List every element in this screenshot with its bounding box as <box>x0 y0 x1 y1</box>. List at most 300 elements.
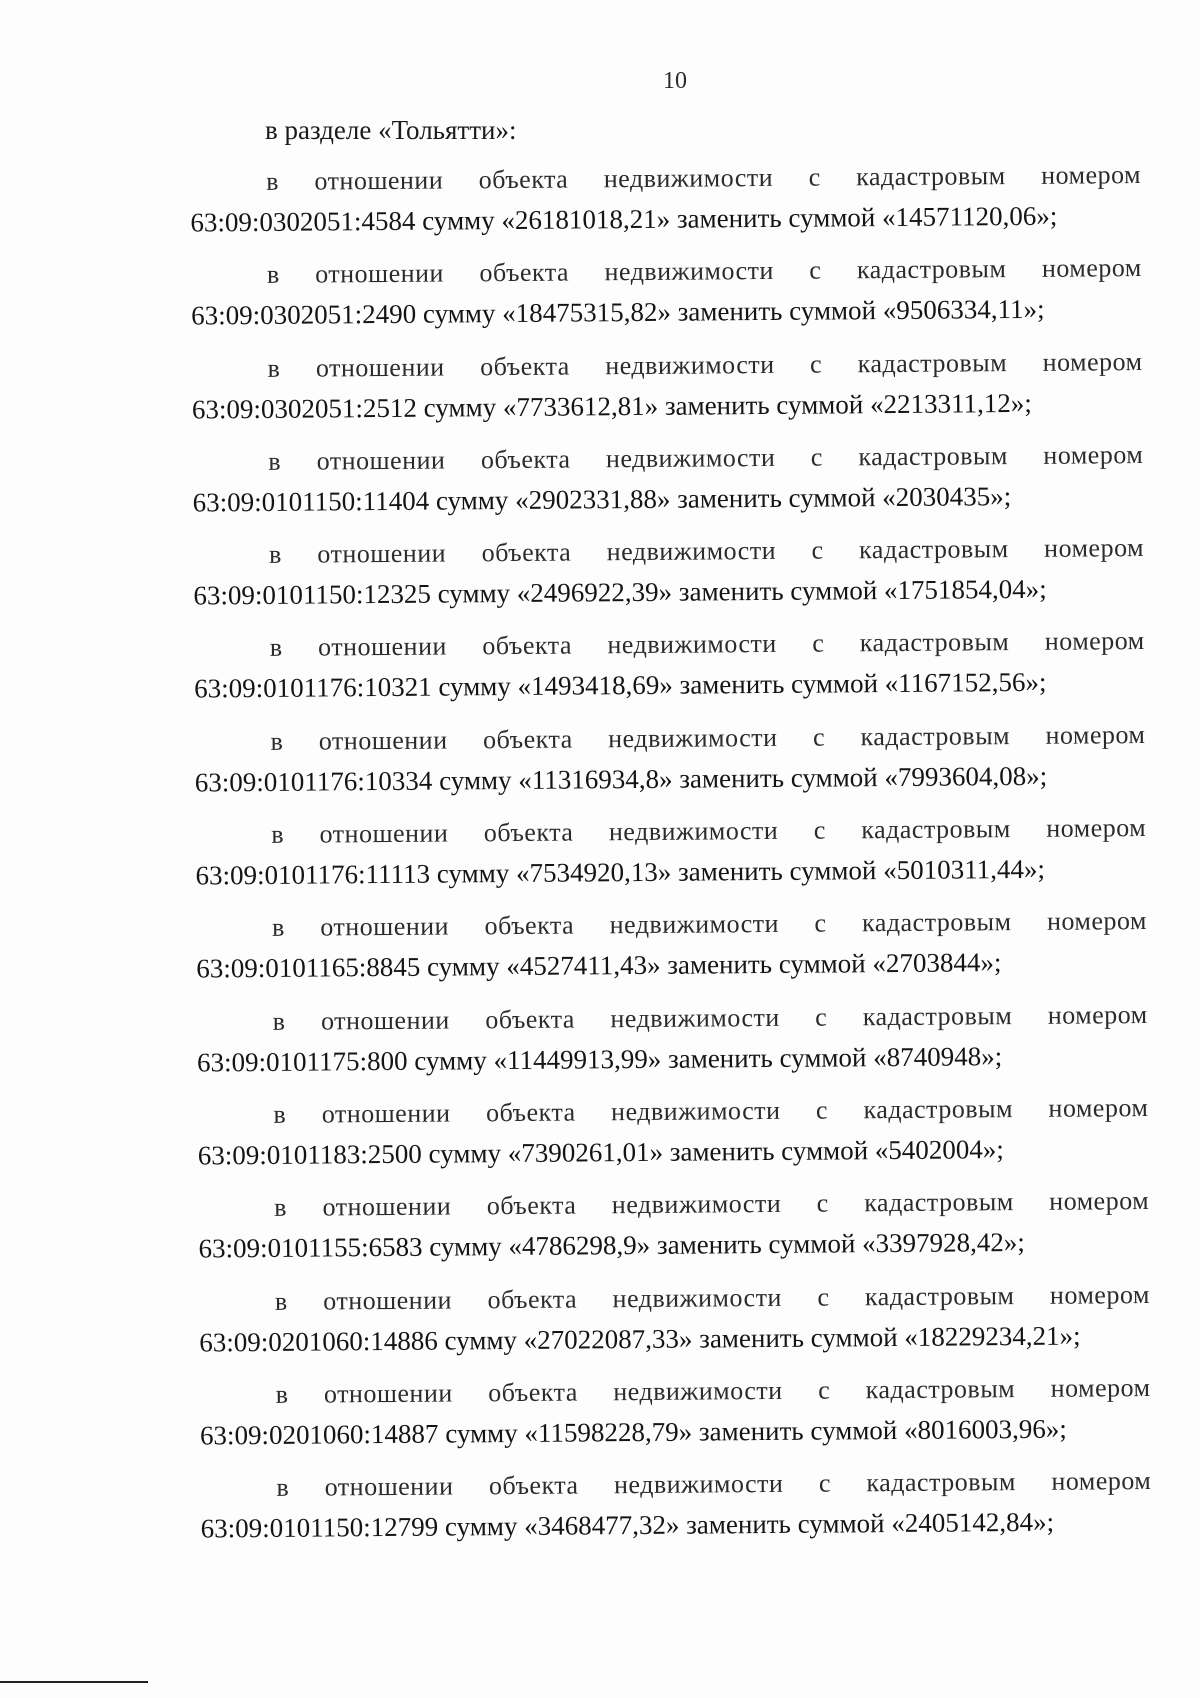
entry-word: с <box>810 442 823 472</box>
entry-word: объекта <box>480 351 570 381</box>
entry-line-1 <box>268 435 1143 482</box>
entry-word: объекта <box>483 817 574 848</box>
entry-line-1 <box>267 342 1142 389</box>
entry-word: номером <box>1046 906 1148 937</box>
entry-word: номером <box>1044 626 1145 657</box>
replace-phrase: заменить суммой <box>664 388 864 421</box>
entry-word: недвижимости <box>605 349 775 380</box>
entry-word: с <box>818 1375 831 1405</box>
entry-word: с <box>816 1188 829 1218</box>
cadastral-number: 63:09:0101150:12799 <box>200 1511 439 1544</box>
entry-word: номером <box>1041 253 1142 284</box>
entry-word: номером <box>1043 439 1144 470</box>
close-quote: » <box>1025 574 1040 605</box>
old-sum: 2902331,88 <box>528 483 657 515</box>
entry-line-2 <box>199 1314 1200 1362</box>
entry-end: ; <box>1024 387 1032 418</box>
entry-word: объекта <box>488 1470 579 1501</box>
new-sum: 2405142,84 <box>904 1507 1034 1539</box>
entry-word: отношении <box>317 538 447 569</box>
sum-prefix: сумму <box>439 764 512 796</box>
close-quote: » <box>656 483 671 514</box>
entry-end: ; <box>1046 1506 1055 1537</box>
sum-prefix: сумму <box>444 1324 518 1356</box>
entry-paragraph <box>5 808 1200 911</box>
old-sum: 4527411,43 <box>519 950 648 982</box>
entry-word: в <box>272 1006 286 1036</box>
close-quote: » <box>656 203 671 234</box>
cadastral-number: 63:09:0302051:2490 <box>191 299 417 331</box>
replace-phrase: заменить суммой <box>677 855 877 887</box>
entry-word: объекта <box>478 164 569 195</box>
entry-word: отношении <box>323 1285 453 1316</box>
old-sum: 11316934,8 <box>531 763 660 795</box>
old-sum: 2496922,39 <box>530 577 659 609</box>
entry-end: ; <box>1038 667 1047 698</box>
cadastral-number: 63:09:0101183:2500 <box>197 1138 422 1171</box>
open-quote: « <box>883 575 898 606</box>
entry-line-1 <box>276 1368 1151 1415</box>
replace-phrase: заменить суммой <box>656 1228 856 1261</box>
entry-line-1 <box>270 715 1145 762</box>
entry-word: в <box>273 1099 287 1129</box>
entry-end: ; <box>996 1134 1004 1165</box>
entry-line-1 <box>266 155 1141 202</box>
close-quote: » <box>1010 387 1025 418</box>
entry-word: в <box>274 1286 288 1316</box>
entry-line-2 <box>195 848 1200 896</box>
entry-word: объекта <box>484 910 575 941</box>
close-quote: » <box>1023 853 1038 885</box>
entry-end: ; <box>1049 200 1058 231</box>
entries-list <box>0 155 1200 1564</box>
replace-phrase: заменить суммой <box>667 1041 867 1074</box>
cadastral-number: 63:09:0101155:6583 <box>198 1231 423 1264</box>
close-quote: » <box>980 947 995 978</box>
old-sum: 18475315,82 <box>515 297 658 329</box>
close-quote: » <box>981 1040 995 1071</box>
sum-prefix: сумму <box>414 1044 487 1076</box>
close-quote: » <box>657 297 672 328</box>
old-sum: 3468477,32 <box>537 1509 667 1541</box>
entry-word: с <box>815 1095 829 1125</box>
entry-word: кадастровым <box>866 1467 1017 1498</box>
open-quote: « <box>904 1321 918 1352</box>
entry-paragraph <box>0 155 1200 258</box>
sum-prefix: сумму <box>429 1231 502 1262</box>
open-quote: « <box>506 951 520 982</box>
new-sum: 18229234,21 <box>917 1320 1060 1352</box>
entry-word: недвижимости <box>613 1469 784 1500</box>
new-sum: 14571120,06 <box>895 200 1037 232</box>
old-sum: 7390261,01 <box>521 1136 650 1168</box>
entry-word: в <box>270 726 284 756</box>
entry-word: кадастровым <box>864 1187 1014 1218</box>
entry-word: номером <box>1047 999 1148 1030</box>
new-sum: 5010311,44 <box>896 854 1025 886</box>
entry-word: отношении <box>323 1378 453 1409</box>
new-sum: 9506334,11 <box>896 294 1024 326</box>
close-quote: » <box>647 1043 662 1074</box>
entry-line-2 <box>198 1128 1200 1176</box>
close-quote: » <box>644 390 659 421</box>
entry-line-1 <box>267 248 1142 295</box>
entry-line-1 <box>273 1088 1148 1135</box>
old-sum: 11598228,79 <box>537 1416 679 1448</box>
entry-word: кадастровым <box>861 907 1012 938</box>
entry-line-1 <box>270 622 1145 669</box>
entry-word: отношении <box>316 445 446 476</box>
open-quote: « <box>872 948 887 979</box>
entry-end: ; <box>1036 294 1045 325</box>
entry-paragraph <box>1 341 1200 444</box>
replace-phrase: заменить суммой <box>677 295 877 327</box>
cadastral-number: 63:09:0101176:10321 <box>194 672 432 704</box>
sum-prefix: сумму <box>426 951 500 983</box>
open-quote: « <box>874 1135 889 1166</box>
cadastral-number: 63:09:0101176:11113 <box>195 858 431 891</box>
cadastral-number: 63:09:0101175:800 <box>196 1045 408 1078</box>
open-quote: « <box>891 1508 905 1539</box>
cadastral-number: 63:09:0302051:4584 <box>190 205 416 238</box>
entry-word: кадастровым <box>860 720 1011 752</box>
entry-word: кадастровым <box>865 1373 1016 1405</box>
entry-line-2 <box>200 1407 1200 1455</box>
close-quote: » <box>990 481 1004 512</box>
entry-paragraph <box>6 901 1200 1004</box>
open-quote: « <box>502 391 517 422</box>
close-quote: » <box>1026 760 1040 791</box>
entry-word: с <box>812 722 826 752</box>
new-sum: 8016003,96 <box>917 1413 1046 1445</box>
entry-line-2 <box>198 1221 1200 1269</box>
open-quote: « <box>517 671 532 702</box>
entry-word: в <box>266 260 280 290</box>
entry-paragraph <box>8 1181 1200 1284</box>
entry-paragraph <box>10 1461 1200 1564</box>
entry-word: отношении <box>315 258 445 289</box>
entry-word: недвижимости <box>611 1095 781 1127</box>
open-quote: « <box>508 1231 523 1262</box>
new-sum: 3397928,42 <box>875 1227 1004 1259</box>
close-quote: » <box>982 1134 997 1165</box>
open-quote: « <box>882 481 896 512</box>
entry-word: в <box>266 166 280 196</box>
open-quote: « <box>502 298 516 329</box>
entry-word: в <box>268 539 282 570</box>
entry-line-1 <box>274 1181 1149 1228</box>
entry-word: в <box>275 1379 289 1409</box>
entry-paragraph <box>4 714 1200 817</box>
entry-word: номером <box>1049 1186 1150 1217</box>
entry-word: с <box>814 908 827 939</box>
entry-word: номером <box>1043 533 1145 563</box>
close-quote: » <box>658 576 673 608</box>
entry-word: с <box>815 1002 828 1032</box>
entry-line-1 <box>272 901 1147 948</box>
close-quote: » <box>1036 200 1050 231</box>
cadastral-number: 63:09:0101150:12325 <box>193 578 432 611</box>
entry-word: объекта <box>485 1004 575 1034</box>
entry-word: кадастровым <box>856 254 1007 285</box>
entry-line-1 <box>271 808 1146 855</box>
entry-line-1 <box>273 995 1148 1042</box>
replace-phrase: заменить суммой <box>669 1135 869 1167</box>
entry-end: ; <box>994 1040 1003 1071</box>
open-quote: « <box>884 761 899 792</box>
new-sum: 2213311,12 <box>883 387 1011 419</box>
entry-word: объекта <box>479 257 570 288</box>
entry-paragraph <box>1 248 1200 351</box>
open-quote: « <box>518 764 532 795</box>
entry-word: отношении <box>322 1191 452 1222</box>
new-sum: 2703844 <box>885 947 981 979</box>
entry-line-2 <box>197 1034 1200 1082</box>
entry-word: недвижимости <box>610 1002 780 1033</box>
open-quote: « <box>524 1417 539 1448</box>
entry-word: отношении <box>320 1005 450 1036</box>
entry-end: ; <box>1072 1320 1081 1351</box>
replace-phrase: заменить суммой <box>679 761 878 794</box>
entry-end: ; <box>1039 573 1047 605</box>
replace-phrase: заменить суммой <box>667 948 866 981</box>
open-quote: « <box>869 388 884 419</box>
entry-paragraph <box>7 1088 1200 1191</box>
close-quote: » <box>678 1323 693 1354</box>
sum-prefix: сумму <box>423 391 497 423</box>
open-quote: « <box>884 668 899 699</box>
entry-paragraph <box>9 1274 1200 1377</box>
old-sum: 4786298,9 <box>521 1230 637 1262</box>
open-quote: « <box>523 1324 538 1355</box>
close-quote: » <box>658 763 673 794</box>
replace-phrase: заменить суммой <box>678 575 878 607</box>
entry-word: объекта <box>488 1377 578 1408</box>
replace-phrase: заменить суммой <box>676 202 876 234</box>
entry-line-2 <box>190 195 1200 243</box>
entry-word: отношении <box>317 631 447 663</box>
entry-word: объекта <box>485 1097 576 1128</box>
entry-word: недвижимости <box>612 1282 783 1313</box>
entry-word: кадастровым <box>864 1280 1015 1311</box>
entry-word: в <box>271 913 285 943</box>
entry-line-1 <box>276 1461 1151 1508</box>
replace-phrase: заменить суммой <box>698 1414 898 1447</box>
close-quote: » <box>665 1509 680 1540</box>
entry-line-2 <box>191 288 1200 336</box>
cadastral-number: 63:09:0101176:10334 <box>194 765 433 798</box>
entry-word: номером <box>1046 813 1147 843</box>
open-quote: « <box>903 1414 918 1445</box>
new-sum: 1167152,56 <box>898 667 1026 699</box>
entry-word: недвижимости <box>603 162 774 194</box>
entry-word: недвижимости <box>606 536 777 567</box>
close-quote: » <box>1032 1506 1047 1538</box>
entry-word: в <box>268 446 282 476</box>
entry-end: ; <box>1037 853 1046 884</box>
old-sum: 27022087,33 <box>537 1323 680 1355</box>
replace-phrase: заменить суммой <box>676 482 876 514</box>
entry-word: кадастровым <box>862 1000 1013 1031</box>
entry-word: с <box>817 1282 830 1312</box>
close-quote: » <box>1045 1413 1060 1444</box>
close-quote: » <box>1059 1320 1074 1351</box>
entry-word: с <box>809 255 822 285</box>
entry-word: кадастровым <box>861 814 1011 845</box>
cadastral-number: 63:09:0101150:11404 <box>192 485 430 518</box>
open-quote: « <box>524 1510 538 1542</box>
close-quote: » <box>1003 1227 1018 1258</box>
close-quote: » <box>657 856 672 887</box>
open-quote: « <box>515 857 530 889</box>
entry-paragraph <box>2 434 1200 537</box>
entry-word: кадастровым <box>856 161 1006 192</box>
entry-word: номером <box>1041 160 1142 190</box>
close-quote: » <box>636 1230 651 1261</box>
entry-line-2 <box>192 381 1200 429</box>
entry-word: номером <box>1042 346 1143 377</box>
entry-paragraph <box>4 621 1200 724</box>
entry-word: объекта <box>482 724 573 755</box>
entry-line-2 <box>201 1501 1200 1549</box>
entry-end: ; <box>1003 480 1012 512</box>
entry-word: недвижимости <box>604 256 774 287</box>
entry-line-1 <box>275 1275 1150 1322</box>
old-sum: 26181018,21 <box>514 203 657 235</box>
entry-word: в <box>274 1193 288 1223</box>
entry-line-2 <box>195 754 1200 802</box>
entry-word: в <box>276 1472 290 1503</box>
sum-prefix: сумму <box>422 205 495 236</box>
entry-word: недвижимости <box>605 442 776 474</box>
sum-prefix: сумму <box>438 671 511 703</box>
entry-word: в <box>271 819 285 849</box>
entry-line-2 <box>193 474 1200 522</box>
entry-word: с <box>818 1468 832 1498</box>
replace-phrase: заменить суммой <box>686 1508 885 1540</box>
entry-word: с <box>811 535 824 565</box>
open-quote: « <box>507 1137 522 1169</box>
new-sum: 2030435 <box>895 481 991 512</box>
replace-phrase: заменить суммой <box>679 668 879 701</box>
entry-end: ; <box>1059 1413 1067 1444</box>
replace-phrase: заменить суммой <box>699 1321 898 1354</box>
open-quote: « <box>883 855 897 886</box>
entry-end: ; <box>1039 760 1048 791</box>
cadastral-number: 63:09:0101165:8845 <box>196 952 421 984</box>
entry-paragraph <box>7 994 1200 1097</box>
sum-prefix: сумму <box>444 1511 518 1542</box>
entry-word: отношении <box>320 911 450 942</box>
entry-word: отношении <box>319 818 449 849</box>
entry-word: недвижимости <box>608 815 779 847</box>
new-sum: 8740948 <box>886 1040 982 1072</box>
entry-word: номером <box>1045 719 1146 750</box>
entry-line-2 <box>194 661 1200 709</box>
sum-prefix: сумму <box>422 298 496 329</box>
entry-word: недвижимости <box>613 1375 783 1407</box>
entry-word: недвижимости <box>608 722 778 754</box>
open-quote: « <box>515 484 529 515</box>
sum-prefix: сумму <box>436 858 510 889</box>
entry-word: недвижимости <box>607 629 777 660</box>
entry-end: ; <box>1017 1227 1025 1258</box>
entry-word: объекта <box>481 537 572 568</box>
old-sum: 7733612,81 <box>516 390 645 422</box>
open-quote: « <box>873 1041 887 1072</box>
entry-word: кадастровым <box>857 347 1008 378</box>
entry-word: кадастровым <box>859 627 1010 658</box>
close-quote: » <box>649 1136 664 1167</box>
entry-word: объекта <box>482 631 573 661</box>
entry-end: ; <box>993 947 1002 978</box>
new-sum: 1751854,04 <box>897 574 1026 606</box>
entry-paragraph <box>3 528 1200 631</box>
entry-word: объекта <box>487 1284 578 1314</box>
entry-word: с <box>808 162 821 192</box>
sum-prefix: сумму <box>437 578 511 609</box>
entry-paragraph <box>10 1367 1200 1470</box>
close-quote: » <box>1025 667 1040 698</box>
sum-prefix: сумму <box>435 484 509 516</box>
close-quote: » <box>1023 294 1038 325</box>
open-quote: « <box>881 201 896 233</box>
entry-word: недвижимости <box>611 1189 782 1220</box>
open-quote: « <box>493 1044 508 1075</box>
open-quote: « <box>501 204 516 236</box>
entry-word: номером <box>1048 1092 1149 1123</box>
entry-word: с <box>812 629 825 659</box>
entry-word: объекта <box>486 1190 577 1221</box>
cadastral-number: 63:09:0201060:14886 <box>199 1325 438 1358</box>
entry-word: номером <box>1050 1372 1151 1403</box>
new-sum: 7993604,08 <box>897 760 1027 792</box>
old-sum: 11449913,99 <box>506 1043 648 1075</box>
cadastral-number: 63:09:0201060:14887 <box>199 1418 439 1451</box>
entry-word: отношении <box>321 1098 451 1129</box>
entry-word: отношении <box>324 1471 454 1502</box>
entry-word: недвижимости <box>609 909 780 940</box>
close-quote: » <box>678 1416 693 1447</box>
entry-word: кадастровым <box>858 440 1008 472</box>
entry-word: с <box>813 815 826 845</box>
new-sum: 5402004 <box>888 1134 983 1166</box>
section-title: в разделе «Тольятти»: <box>265 115 517 145</box>
close-quote: » <box>659 670 673 701</box>
entry-word: в <box>269 633 283 663</box>
old-sum: 1493418,69 <box>530 670 660 702</box>
sum-prefix: сумму <box>445 1417 518 1449</box>
entry-word: кадастровым <box>859 534 1009 565</box>
entry-word: кадастровым <box>863 1094 1014 1125</box>
cadastral-number: 63:09:0302051:2512 <box>191 392 418 425</box>
entry-line-2 <box>196 941 1200 989</box>
page-number: 10 <box>663 68 687 94</box>
entry-word: объекта <box>480 444 571 475</box>
footer-divider <box>0 1681 148 1683</box>
open-quote: « <box>516 578 531 609</box>
close-quote: » <box>646 950 661 981</box>
entry-word: отношении <box>315 352 445 383</box>
entry-word: номером <box>1049 1279 1150 1310</box>
open-quote: « <box>861 1228 876 1259</box>
entry-word: с <box>809 349 823 379</box>
open-quote: « <box>882 295 897 326</box>
entry-word: отношении <box>314 165 444 196</box>
entry-line-1 <box>269 528 1144 575</box>
entry-word: отношении <box>318 725 448 756</box>
entry-word: в <box>267 353 281 383</box>
